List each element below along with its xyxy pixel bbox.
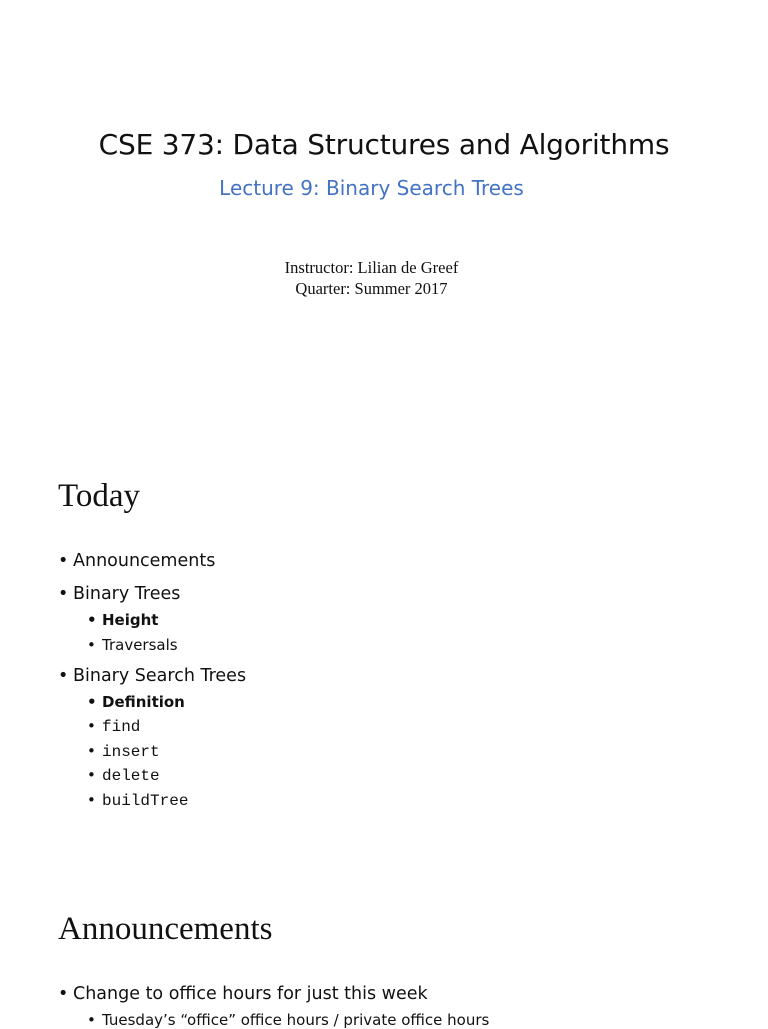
bullet-icon: • — [87, 791, 96, 809]
list-item-label: find — [102, 718, 141, 736]
sub-list-item — [87, 1011, 489, 1029]
list-item-label: Announcements — [73, 551, 216, 571]
sub-list-item — [87, 611, 158, 629]
list-item-label: Binary Search Trees — [73, 666, 247, 686]
bullet-icon: • — [87, 766, 96, 784]
list-item-label: Change to office hours for just this week — [73, 984, 428, 1004]
list-item-label: Height — [102, 611, 159, 629]
list-item — [58, 551, 215, 571]
slide-title: CSE 373: Data Structures and Algorithms — [98, 128, 670, 161]
list-item-label: buildTree — [102, 792, 189, 810]
bullet-icon: • — [87, 611, 97, 629]
list-item-label: Definition — [102, 693, 185, 711]
bullet-icon: • — [87, 1011, 96, 1029]
list-item — [58, 666, 246, 686]
bullet-icon: • — [58, 584, 69, 604]
today-heading: Today — [58, 478, 141, 514]
sub-list-item — [87, 742, 160, 761]
sub-list-item — [87, 717, 140, 736]
list-item — [58, 984, 428, 1004]
quarter-line: Quarter: Summer 2017 — [295, 279, 448, 298]
sub-list-item — [87, 693, 185, 711]
sub-list-item — [87, 766, 160, 785]
slide-subtitle: Lecture 9: Binary Search Trees — [219, 176, 524, 200]
instructor-line: Instructor: Lilian de Greef — [284, 258, 459, 277]
sub-list-item — [87, 636, 178, 654]
announcements-heading: Announcements — [58, 911, 273, 947]
list-item-label: insert — [102, 743, 160, 761]
bullet-icon: • — [58, 984, 69, 1004]
list-item-label: delete — [102, 767, 160, 785]
list-item — [58, 584, 180, 604]
bullet-icon: • — [87, 693, 97, 711]
list-item-label: Binary Trees — [73, 584, 181, 604]
bullet-icon: • — [58, 666, 69, 686]
bullet-icon: • — [87, 636, 96, 654]
bullet-icon: • — [58, 551, 69, 571]
list-item-label: Traversals — [102, 636, 178, 654]
sub-list-item — [87, 791, 188, 810]
bullet-icon: • — [87, 717, 96, 735]
bullet-icon: • — [87, 742, 96, 760]
list-item-label: Tuesday’s “office” office hours / private office hours — [102, 1011, 490, 1029]
